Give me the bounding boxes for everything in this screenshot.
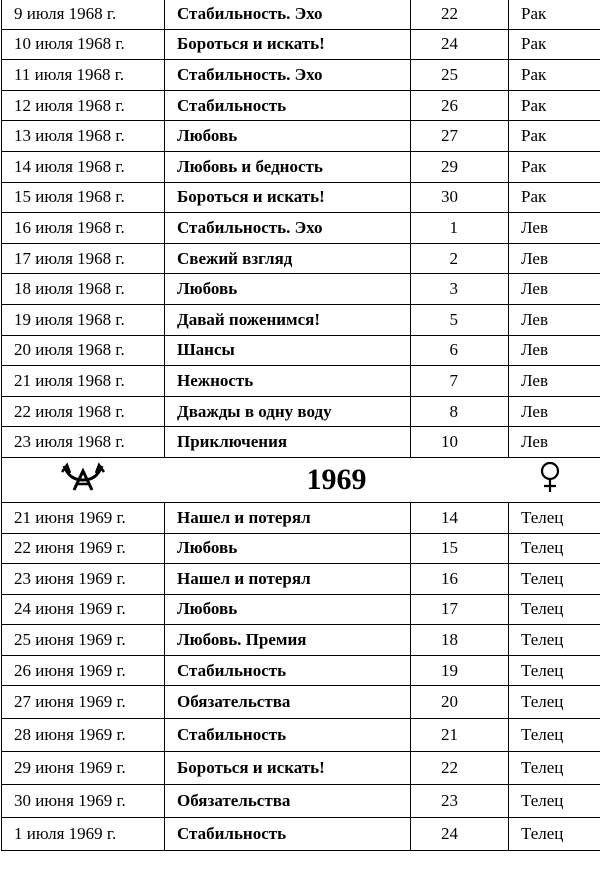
zodiac-sign-cell: Телец bbox=[509, 686, 600, 719]
number-cell: 23 bbox=[411, 785, 509, 818]
number-cell: 3 bbox=[411, 274, 509, 305]
date-cell: 25 июня 1969 г. bbox=[2, 625, 165, 656]
number-cell: 24 bbox=[411, 818, 509, 851]
table-row bbox=[2, 243, 600, 274]
number-cell: 21 bbox=[411, 719, 509, 752]
zodiac-sign-cell: Лев bbox=[509, 213, 600, 244]
table-row bbox=[2, 304, 600, 335]
title-cell: Стабильность bbox=[165, 90, 411, 121]
title-cell: Любовь bbox=[165, 533, 411, 564]
number-cell: 14 bbox=[411, 502, 509, 533]
table-row bbox=[2, 274, 600, 305]
date-cell: 27 июня 1969 г. bbox=[2, 686, 165, 719]
date-cell: 12 июля 1968 г. bbox=[2, 90, 165, 121]
date-cell: 22 июля 1968 г. bbox=[2, 396, 165, 427]
table-row bbox=[2, 0, 600, 29]
title-cell: Нашел и потерял bbox=[165, 564, 411, 595]
number-cell: 6 bbox=[411, 335, 509, 366]
date-cell: 21 июня 1969 г. bbox=[2, 502, 165, 533]
table-row bbox=[2, 121, 600, 152]
table-row bbox=[2, 533, 600, 564]
title-cell: Приключения bbox=[165, 427, 411, 458]
number-cell: 18 bbox=[411, 625, 509, 656]
title-cell: Бороться и искать! bbox=[165, 752, 411, 785]
table-row bbox=[2, 785, 600, 818]
date-cell: 18 июля 1968 г. bbox=[2, 274, 165, 305]
date-cell: 17 июля 1968 г. bbox=[2, 243, 165, 274]
zodiac-sign-cell: Лев bbox=[509, 366, 600, 397]
zodiac-sign-cell: Лев bbox=[509, 396, 600, 427]
zodiac-sign-cell: Телец bbox=[509, 502, 600, 533]
table-row bbox=[2, 625, 600, 656]
table-row bbox=[2, 396, 600, 427]
date-cell: 14 июля 1968 г. bbox=[2, 151, 165, 182]
table-row bbox=[2, 60, 600, 91]
number-cell: 26 bbox=[411, 90, 509, 121]
zodiac-sign-cell: Рак bbox=[509, 60, 600, 91]
date-cell: 1 июля 1969 г. bbox=[2, 818, 165, 851]
number-cell: 30 bbox=[411, 182, 509, 213]
zodiac-sign-cell: Телец bbox=[509, 719, 600, 752]
year-right-cell bbox=[509, 457, 600, 502]
title-cell: Нашел и потерял bbox=[165, 502, 411, 533]
horoscope-table bbox=[1, 0, 600, 851]
zodiac-sign-cell: Телец bbox=[509, 818, 600, 851]
number-cell: 19 bbox=[411, 655, 509, 686]
zodiac-sign-cell: Телец bbox=[509, 533, 600, 564]
zodiac-sign-cell: Лев bbox=[509, 274, 600, 305]
title-cell: Любовь bbox=[165, 121, 411, 152]
number-cell: 29 bbox=[411, 151, 509, 182]
title-cell: Давай поженимся! bbox=[165, 304, 411, 335]
number-cell: 25 bbox=[411, 60, 509, 91]
zodiac-sign-cell: Лев bbox=[509, 335, 600, 366]
year-left-cell bbox=[2, 457, 165, 502]
zodiac-sign-cell: Телец bbox=[509, 655, 600, 686]
zodiac-sign-cell: Телец bbox=[509, 625, 600, 656]
venus-icon bbox=[539, 467, 561, 500]
title-cell: Любовь. Премия bbox=[165, 625, 411, 656]
zodiac-sign-cell: Рак bbox=[509, 29, 600, 60]
table-row bbox=[2, 655, 600, 686]
number-cell: 5 bbox=[411, 304, 509, 335]
title-cell: Обязательства bbox=[165, 785, 411, 818]
number-cell: 2 bbox=[411, 243, 509, 274]
table-row bbox=[2, 182, 600, 213]
date-cell: 20 июля 1968 г. bbox=[2, 335, 165, 366]
year-title: 1969 bbox=[165, 457, 509, 502]
zodiac-sign-cell: Лев bbox=[509, 304, 600, 335]
title-cell: Стабильность. Эхо bbox=[165, 60, 411, 91]
table-row bbox=[2, 564, 600, 595]
zodiac-sign-cell: Рак bbox=[509, 182, 600, 213]
zodiac-sign-cell: Телец bbox=[509, 752, 600, 785]
zodiac-sign-cell: Рак bbox=[509, 121, 600, 152]
title-cell: Любовь bbox=[165, 274, 411, 305]
number-cell: 22 bbox=[411, 752, 509, 785]
table-row bbox=[2, 686, 600, 719]
number-cell: 22 bbox=[411, 0, 509, 29]
table-row bbox=[2, 818, 600, 851]
date-cell: 26 июня 1969 г. bbox=[2, 655, 165, 686]
title-cell: Стабильность bbox=[165, 818, 411, 851]
number-cell: 1 bbox=[411, 213, 509, 244]
date-cell: 9 июля 1968 г. bbox=[2, 0, 165, 29]
table-row bbox=[2, 366, 600, 397]
table-row bbox=[2, 335, 600, 366]
title-cell: Стабильность bbox=[165, 655, 411, 686]
date-cell: 13 июля 1968 г. bbox=[2, 121, 165, 152]
table-row bbox=[2, 594, 600, 625]
table-row bbox=[2, 213, 600, 244]
date-cell: 29 июня 1969 г. bbox=[2, 752, 165, 785]
number-cell: 17 bbox=[411, 594, 509, 625]
title-cell: Свежий взгляд bbox=[165, 243, 411, 274]
zodiac-sign-cell: Лев bbox=[509, 427, 600, 458]
title-cell: Стабильность. Эхо bbox=[165, 0, 411, 29]
table-row bbox=[2, 719, 600, 752]
date-cell: 19 июля 1968 г. bbox=[2, 304, 165, 335]
zodiac-sign-cell: Телец bbox=[509, 564, 600, 595]
number-cell: 15 bbox=[411, 533, 509, 564]
date-cell: 22 июня 1969 г. bbox=[2, 533, 165, 564]
title-cell: Нежность bbox=[165, 366, 411, 397]
table-body bbox=[2, 0, 600, 851]
number-cell: 8 bbox=[411, 396, 509, 427]
date-cell: 23 июля 1968 г. bbox=[2, 427, 165, 458]
title-cell: Бороться и искать! bbox=[165, 29, 411, 60]
table-row bbox=[2, 427, 600, 458]
table-row bbox=[2, 151, 600, 182]
zodiac-sign-cell: Телец bbox=[509, 594, 600, 625]
date-cell: 30 июня 1969 г. bbox=[2, 785, 165, 818]
date-cell: 21 июля 1968 г. bbox=[2, 366, 165, 397]
number-cell: 27 bbox=[411, 121, 509, 152]
zodiac-sign-cell: Рак bbox=[509, 0, 600, 29]
title-cell: Стабильность bbox=[165, 719, 411, 752]
table-row bbox=[2, 752, 600, 785]
date-cell: 11 июля 1968 г. bbox=[2, 60, 165, 91]
date-cell: 23 июня 1969 г. bbox=[2, 564, 165, 595]
table-row bbox=[2, 502, 600, 533]
date-cell: 24 июня 1969 г. bbox=[2, 594, 165, 625]
title-cell: Шансы bbox=[165, 335, 411, 366]
date-cell: 15 июля 1968 г. bbox=[2, 182, 165, 213]
number-cell: 10 bbox=[411, 427, 509, 458]
mars-venus-ornament-icon bbox=[60, 466, 106, 499]
title-cell: Обязательства bbox=[165, 686, 411, 719]
number-cell: 20 bbox=[411, 686, 509, 719]
table-row bbox=[2, 90, 600, 121]
zodiac-sign-cell: Рак bbox=[509, 90, 600, 121]
year-header-row bbox=[2, 457, 600, 502]
title-cell: Бороться и искать! bbox=[165, 182, 411, 213]
number-cell: 7 bbox=[411, 366, 509, 397]
number-cell: 24 bbox=[411, 29, 509, 60]
number-cell: 16 bbox=[411, 564, 509, 595]
date-cell: 16 июля 1968 г. bbox=[2, 213, 165, 244]
zodiac-sign-cell: Телец bbox=[509, 785, 600, 818]
title-cell: Любовь bbox=[165, 594, 411, 625]
title-cell: Дважды в одну воду bbox=[165, 396, 411, 427]
date-cell: 28 июня 1969 г. bbox=[2, 719, 165, 752]
table-row bbox=[2, 29, 600, 60]
zodiac-sign-cell: Лев bbox=[509, 243, 600, 274]
title-cell: Стабильность. Эхо bbox=[165, 213, 411, 244]
title-cell: Любовь и бедность bbox=[165, 151, 411, 182]
date-cell: 10 июля 1968 г. bbox=[2, 29, 165, 60]
zodiac-sign-cell: Рак bbox=[509, 151, 600, 182]
